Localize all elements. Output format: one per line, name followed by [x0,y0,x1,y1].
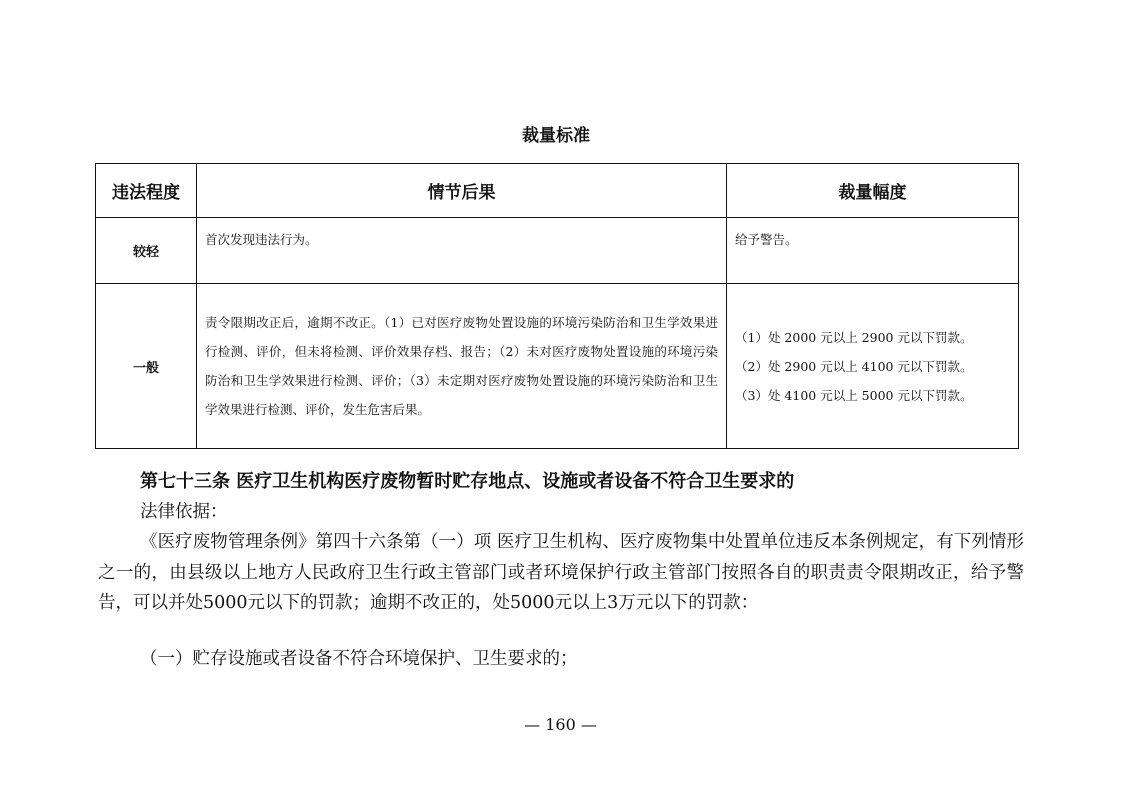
header-range: 裁量幅度 [727,164,1019,218]
discretion-standard-table [95,163,1019,449]
range-item: （3）处 4100 元以上 5000 元以下罚款。 [735,387,973,403]
legal-item: （一）贮存设施或者设备不符合环境保护、卫生要求的； [140,649,578,669]
header-level: 违法程度 [96,164,197,218]
table-title: 裁量标准 [522,126,590,146]
page-number: — 160 — [524,715,597,734]
table-header-row [96,164,1019,218]
row-range [727,284,1019,449]
range-item: （1）处 2000 元以上 2900 元以下罚款。 [735,329,973,345]
legal-basis-label: 法律依据： [140,502,228,522]
header-circumstances: 情节后果 [197,164,727,218]
range-item: 给予警告。 [735,232,798,247]
legal-basis-text: 《医疗废物管理条例》第四十六条第（一）项 医疗卫生机构、医疗废物集中处置单位违反本条例规定，有下列情形之一的，由县级以上地方人民政府卫生行政主管部门或者环境保护行政主管部门按照各自的职责责令限期改正，给予警告，可以并处5000元以下的罚款；逾期不改正的，处5000元以上3万元以下的罚款： [98,532,1024,613]
row-level: 较轻 [96,218,197,284]
table-row [96,284,1019,449]
row-circumstances: 首次发现违法行为。 [197,218,727,284]
article-heading: 第七十三条 医疗卫生机构医疗废物暂时贮存地点、设施或者设备不符合卫生要求的 [140,471,795,492]
row-range [727,218,1019,284]
table-row [96,218,1019,284]
row-circumstances: 责令限期改正后，逾期不改正。（1）已对医疗废物处置设施的环境污染防治和卫生学效果进行检测、评价，但未将检测、评价效果存档、报告；（2）未对医疗废物处置设施的环境污染防治和卫生学效果进行检测、评价；（3）未定期对医疗废物处置设施的环境污染防治和卫生学效果进行检测、评价，发生危害后果。 [197,284,727,449]
range-item: （2）处 2900 元以上 4100 元以下罚款。 [735,358,973,374]
row-level: 一般 [96,284,197,449]
